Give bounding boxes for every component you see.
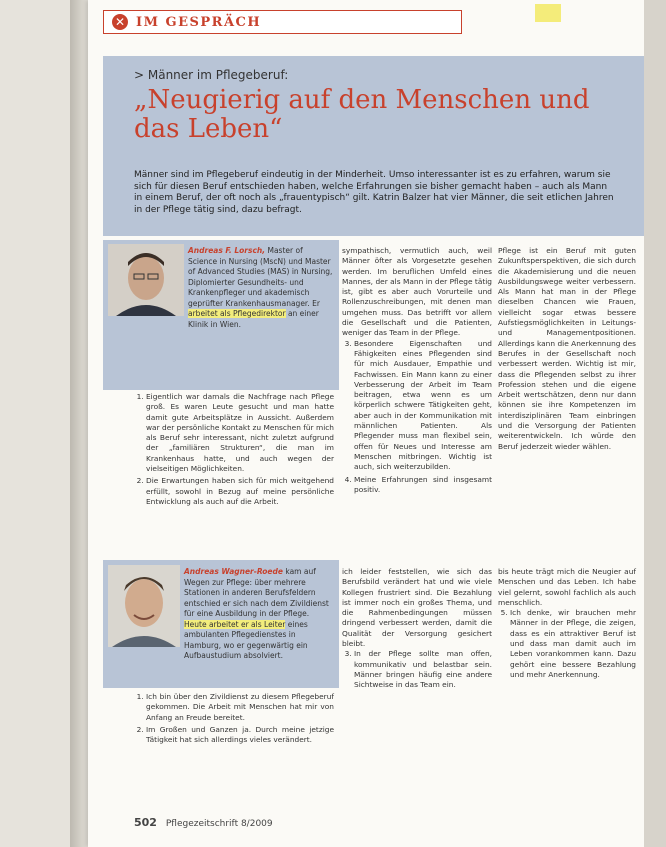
section-header: [103, 10, 462, 34]
answer-2-1: 1. Ich bin über den Zivildienst zu diesem Pflegeberuf gekommen. Die Arbeit mit Menschen hat mir von Anfang an Freude bereitet.: [146, 692, 334, 723]
page-number: 502: [134, 816, 157, 829]
highlighted-text: arbeitet als Pflegedirektor: [188, 309, 286, 318]
answer-1-3: sympathisch, vermutlich auch, weil Männer öfter als Vorgesetzte gesehen werden. Im beruflichen Umfeld eines Mannes, der als Mann in der Pflege tätig ist, gibt es aber auch Vorurteile und Rollenzuschreibungen, mit denen man umgehen muss. Das betrifft vor allem die Gesellschaft und die Patienten, weniger das Team in der Pflege.: [342, 246, 492, 338]
headline: „Neugierig auf den Menschen und das Leben“: [134, 85, 590, 144]
interview-1-column-1: [134, 392, 334, 509]
book-binding: [70, 0, 88, 847]
answer-2-3: ich leider feststellen, wie sich das Berufsbild verändert hat und wie viele Kollegen frustriert sind. Die Bezahlung ist immer noch ein großes Thema, und die Rahmenbedingungen müssen dringend verbessert werden, damit die Qualität der Versorgung gesichert bleibt.: [342, 567, 492, 649]
answer-1-1: 1. Eigentlich war damals die Nachfrage nach Pflege groß. Es waren Leute gesucht und man hatte damit gute Arbeitsplätze in Aussicht. Außerdem war der persönliche Kontakt zu Menschen für mich als Beruf sehr interessant, nicht zuletzt aufgrund der „familiären Strukturen“, die man im Krankenhaus hatte, und auch wegen der vielseitigen Möglichkeiten.: [146, 392, 334, 474]
answer-1-2: 2. Die Erwartungen haben sich für mich weitgehend erfüllt, sowohl in Bezug auf meine persönliche Entwicklung als auch auf die Arbeit.: [146, 476, 334, 507]
bio-2: [184, 567, 334, 662]
answer-2-6: 5. Ich denke, wir brauchen mehr Männer in der Pflege, die zeigen, dass es ein attraktiver Beruf ist und dass man damit auch im Leben vorankommen kann. Dazu gehört eine bessere Bezahlung und mehr Anerkennung.: [510, 608, 636, 680]
answer-2-4: 3. In der Pflege sollte man offen, kommunikativ und belastbar sein. Männer bringen häufig eine andere Sichtweise in das Team ein.: [354, 649, 492, 690]
x-circle-icon: ✕: [112, 14, 128, 30]
interview-2-column-1: [134, 692, 334, 747]
portrait-photo-2: [108, 565, 180, 647]
answer-1-5: 4. Meine Erfahrungen sind insgesamt positiv.: [354, 475, 492, 496]
interview-1-column-3: Pflege ist ein Beruf mit guten Zukunftsperspektiven, die sich durch die Akademisierung und die neuen Ausbildungswege weiter verbessern. Als Mann hat man in der Pflege dieselben Chancen wie Frauen, vielleicht sogar etwas bessere Aufstiegsmöglichkeiten in Leitungs- und Managementpositionen. Allerdings kann die Anerkennung des Berufes in der Gesellschaft noch verbessert werden. Wichtig ist mir, dass die Pflegenden selbst zu ihrer Profession stehen und die eigene Arbeit wertschätzen, denn nur dann können sie ihre Kompetenzen im interdisziplinären Team einbringen und die Versorgung der Patienten weiterentwickeln. Ich würde den Beruf jederzeit wieder wählen.: [498, 246, 636, 451]
bio-text-2: kam auf Wegen zur Pflege: über mehrere Stationen in anderen Berufsfeldern entschied er sich nach dem Zivildienst für eine Ausbildung in der Pflege. Heute arbeitet er als Leiter eines ambulanten Pflegedienstes in Hamburg, wo er gegenwärtig ein Aufbaustudium absolviert.: [184, 567, 329, 660]
lead-paragraph: Männer sind im Pflegeberuf eindeutig in der Minderheit. Umso interessanter ist es zu erfahren, warum sie sich für diesen Beruf entschieden haben, welche Erfahrungen sie bisher gemacht haben – auch als Mann in einem Beruf, der oft noch als „frauentypisch“ gilt. Katrin Balzer hat vier Männer, die seit etlichen Jahren in der Pflege tätig sind, dazu befragt.: [134, 170, 614, 215]
portrait-photo-1: [108, 244, 184, 316]
page-edge: [644, 0, 666, 847]
section-title: IM GESPRÄCH: [136, 14, 262, 30]
portrait-1-graphic: [108, 244, 184, 316]
interview-2-column-3: [498, 567, 636, 682]
magazine-name: Pflegezeitschrift 8/2009: [165, 819, 273, 829]
interview-1-column-2: [342, 246, 492, 497]
sticky-note: [535, 4, 561, 22]
highlighted-text: Heute arbeitet er als Leiter: [184, 619, 286, 629]
interviewee-name-2: Andreas Wagner-Roede: [184, 567, 283, 576]
kicker: > Männer im Pflegeberuf:: [134, 68, 289, 82]
bio-1: [188, 246, 334, 330]
bio-text-1: Master of Science in Nursing (MscN) und Master of Advanced Studies (MAS) in Nursing, Diplomierter Gesundheits- und Krankenpfleger und akademisch geprüfter Krankenhausmanager. Er arbeitet als Pflegedirektor an einer Klinik in Wien.: [188, 246, 333, 329]
page-footer: [134, 816, 273, 829]
interviewee-name-1: Andreas F. Lorsch,: [188, 246, 266, 255]
answer-2-5: bis heute trägt mich die Neugier auf Menschen und das Leben. Ich habe viel gelernt, sowohl fachlich als auch menschlich.: [498, 567, 636, 607]
answer-1-4: 3. Besondere Eigenschaften und Fähigkeiten eines Pflegenden sind für mich Ausdauer, Empathie und Fachwissen. Ein Mann kann zu einer Verbesserung der Arbeit im Team beitragen, etwa wenn es um körperlich schwere Tätigkeiten geht, aber auch in der Kommunikation mit männlichen Patienten. Als Pflegender muss man flexibel sein, offen für Neues und Interesse am Menschen mitbringen. Wichtig ist auch, sich weiterzubilden.: [354, 339, 492, 473]
answer-2-2: 2. Im Großen und Ganzen ja. Durch meine jetzige Tätigkeit hat sich allerdings vieles verändert.: [146, 725, 334, 746]
portrait-2-graphic: [108, 565, 180, 647]
interview-2-column-2: [342, 567, 492, 693]
